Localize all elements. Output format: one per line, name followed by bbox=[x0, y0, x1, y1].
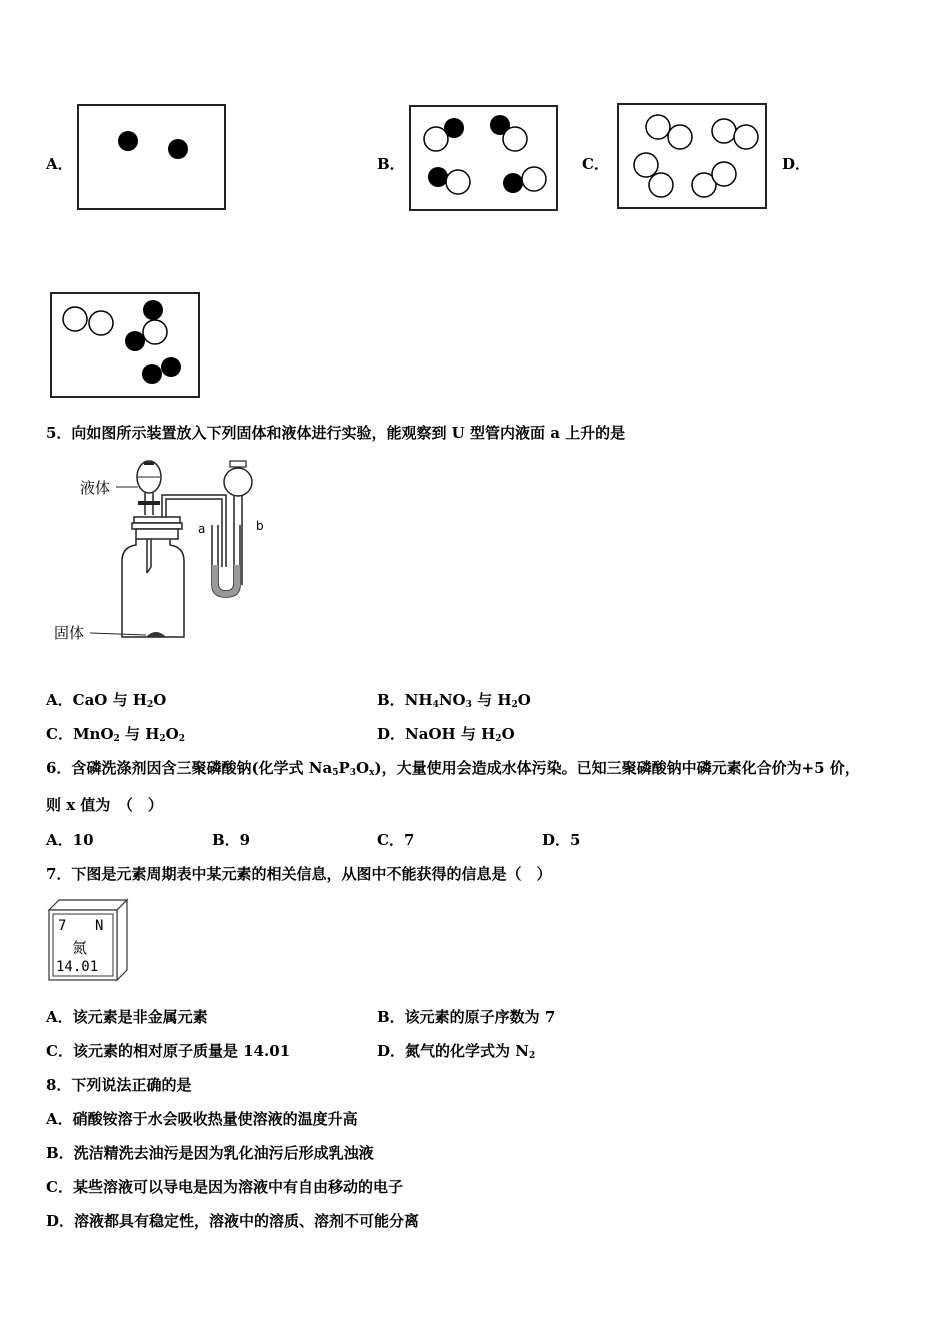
q8-option-a: A．硝酸铵溶于水会吸收热量使溶液的温度升高 bbox=[46, 1110, 358, 1128]
q4-option-d-diagram bbox=[50, 292, 202, 399]
q5-option-a: A．CaO 与 $H_2O$ bbox=[46, 691, 167, 710]
q5-option-b: B．$NH_4NO_3$ 与 $H_2O$ bbox=[377, 691, 531, 710]
q4-option-a-diagram bbox=[77, 104, 227, 210]
q8-option-c: C．某些溶液可以导电是因为溶液中有自由移动的电子 bbox=[46, 1178, 403, 1196]
liquid-label: 液体 bbox=[80, 479, 111, 497]
q6-option-d: D．5 bbox=[542, 831, 581, 849]
q4-option-d-label: D． bbox=[782, 155, 811, 173]
q8-stem: 8．下列说法正确的是 bbox=[46, 1076, 192, 1094]
q4-option-b-label: B． bbox=[377, 155, 405, 173]
black-atom bbox=[168, 139, 188, 159]
q7-option-b: B．该元素的原子序数为 7 bbox=[377, 1008, 556, 1026]
element-mass: 14.01 bbox=[56, 959, 99, 975]
q7-option-c: C．该元素的相对原子质量是 14.01 bbox=[46, 1042, 291, 1060]
arm-b-label: b bbox=[256, 519, 264, 533]
q8-option-b: B．洗洁精洗去油污是因为乳化油污后形成乳浊液 bbox=[46, 1144, 374, 1162]
q4-option-b-diagram bbox=[409, 105, 559, 212]
element-symbol: N bbox=[95, 918, 104, 934]
q5-option-d: D．NaOH 与 $H_2O$ bbox=[377, 725, 515, 744]
q7-option-a: A．该元素是非金属元素 bbox=[46, 1008, 208, 1026]
q5-option-c: C．MnO$_2$ 与 $H_2O_2$ bbox=[46, 725, 186, 744]
q6-option-a: A．10 bbox=[46, 831, 94, 849]
q6-option-b: B．9 bbox=[212, 831, 251, 849]
q4-option-c-diagram bbox=[617, 103, 769, 211]
q5-stem: 5．向如图所示装置放入下列固体和液体进行实验，能观察到 U 型管内液面 a 上升的是 bbox=[46, 424, 626, 442]
q4-option-a-label: A． bbox=[46, 155, 73, 173]
element-number: 7 bbox=[58, 918, 67, 934]
solid-label: 固体 bbox=[54, 624, 85, 642]
element-name: 氮 bbox=[72, 939, 88, 957]
q6-stem-line2: 则 x 值为 （ ） bbox=[46, 796, 163, 814]
q8-option-d: D．溶液都具有稳定性，溶液中的溶质、溶剂不可能分离 bbox=[46, 1212, 420, 1230]
arm-a-label: a bbox=[198, 522, 206, 536]
q6-option-c: C．7 bbox=[377, 831, 415, 849]
q7-stem: 7．下图是元素周期表中某元素的相关信息，从图中不能获得的信息是（ ） bbox=[46, 865, 552, 883]
black-atom bbox=[118, 131, 138, 151]
q7-option-d: D．氮气的化学式为 $N_2$ bbox=[377, 1042, 536, 1061]
q6-stem: 6．含磷洗涤剂因含三聚磷酸钠(化学式 $Na_5P_3O_x$)，大量使用会造成水体污染。已知三聚磷酸钠中磷元素化合价为+5 价， bbox=[46, 759, 860, 778]
q4-option-c-label: C． bbox=[582, 155, 609, 173]
